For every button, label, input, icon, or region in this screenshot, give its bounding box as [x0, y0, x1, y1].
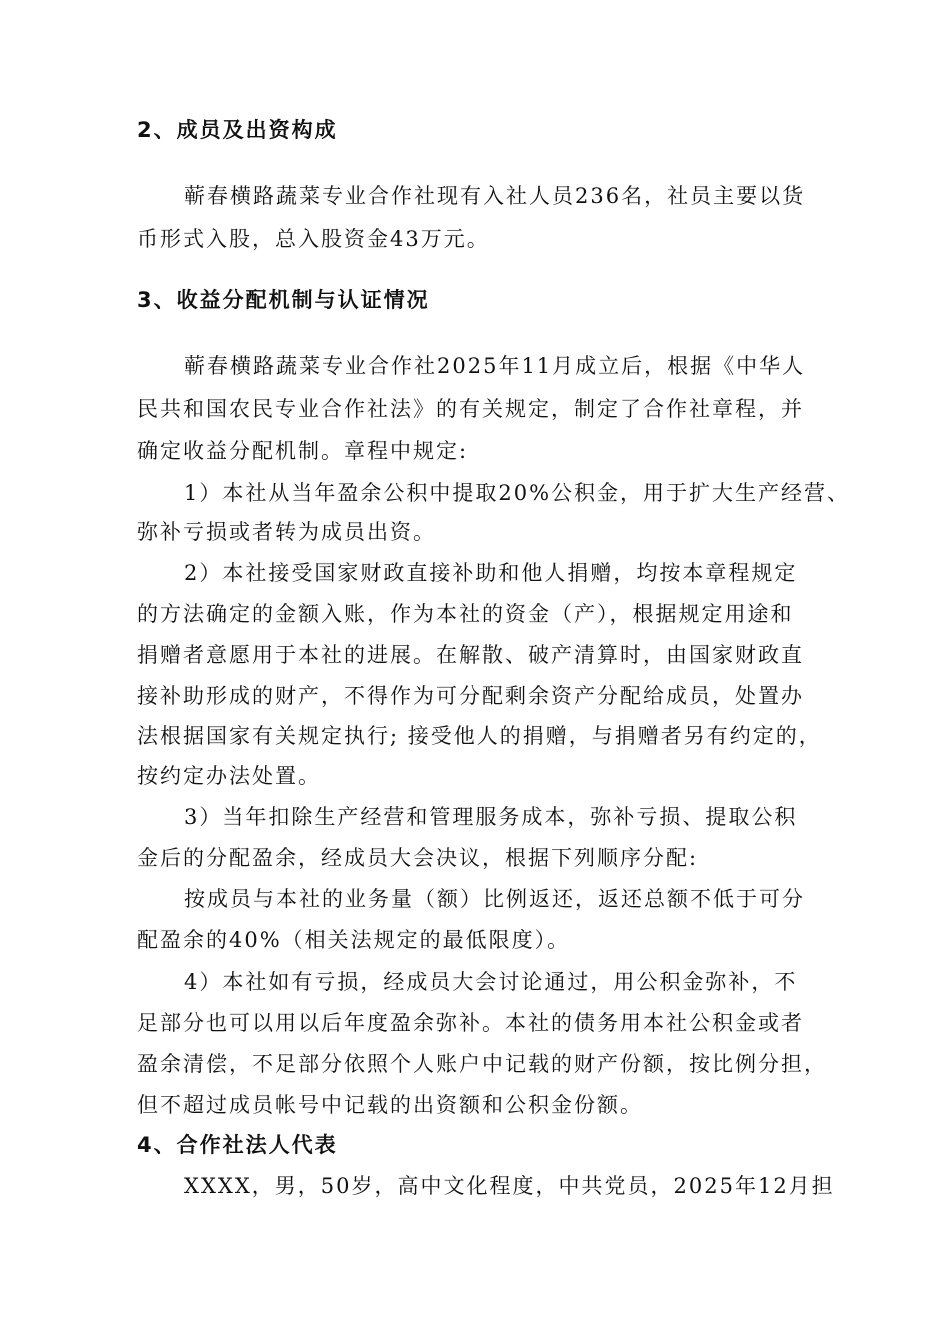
- paragraph-line: 配盈余的40%（相关法规定的最低限度）。: [137, 928, 571, 952]
- paragraph-line: 按约定办法处置。: [137, 764, 321, 788]
- paragraph-line: 蕲春横路蔬菜专业合作社现有入社人员236名，社员主要以货: [184, 184, 806, 208]
- paragraph-line: XXXX，男，50岁，高中文化程度，中共党员，2025年12月担: [184, 1174, 835, 1198]
- paragraph-line: 按成员与本社的业务量（额）比例返还，返还总额不低于可分: [184, 887, 805, 911]
- paragraph-line: 法根据国家有关规定执行; 接受他人的捐赠，与捐赠者另有约定的，: [137, 724, 822, 748]
- paragraph-line: 民共和国农民专业合作社法》的有关规定，制定了合作社章程，并: [137, 397, 804, 421]
- paragraph-line: 盈余清偿，不足部分依照个人账户中记载的财产份额，按比例分担，: [137, 1052, 827, 1076]
- paragraph-line: 1）本社从当年盈余公积中提取20%公积金，用于扩大生产经营、: [184, 481, 851, 505]
- paragraph-line: 币形式入股，总入股资金43万元。: [137, 227, 490, 251]
- paragraph-line: 的方法确定的金额入账，作为本社的资金（产），根据规定用途和: [137, 602, 794, 626]
- paragraph-line: 捐赠者意愿用于本社的进展。在解散、破产清算时，由国家财政直: [137, 643, 804, 667]
- paragraph-line: 2）本社接受国家财政直接补助和他人捐赠，均按本章程规定: [184, 561, 798, 585]
- paragraph-line: 接补助形成的财产，不得作为可分配剩余资产分配给成员，处置办: [137, 684, 804, 708]
- section-heading-3: 3、收益分配机制与认证情况: [137, 288, 430, 312]
- paragraph-line: 蕲春横路蔬菜专业合作社2025年11月成立后，根据《中华人: [184, 354, 806, 378]
- paragraph-line: 弥补亏损或者转为成员出资。: [137, 520, 436, 544]
- paragraph-line: 但不超过成员帐号中记载的出资额和公积金份额。: [137, 1093, 643, 1117]
- paragraph-line: 4）本社如有亏损，经成员大会讨论通过，用公积金弥补，不: [184, 970, 798, 994]
- section-heading-2: 2、成员及出资构成: [137, 118, 338, 142]
- section-heading-4: 4、合作社法人代表: [137, 1133, 338, 1157]
- paragraph-line: 确定收益分配机制。章程中规定:: [137, 439, 469, 463]
- paragraph-line: 足部分也可以用以后年度盈余弥补。本社的债务用本社公积金或者: [137, 1011, 804, 1035]
- paragraph-line: 3）当年扣除生产经营和管理服务成本，弥补亏损、提取公积: [184, 805, 798, 829]
- paragraph-line: 金后的分配盈余，经成员大会决议，根据下列顺序分配:: [137, 846, 699, 870]
